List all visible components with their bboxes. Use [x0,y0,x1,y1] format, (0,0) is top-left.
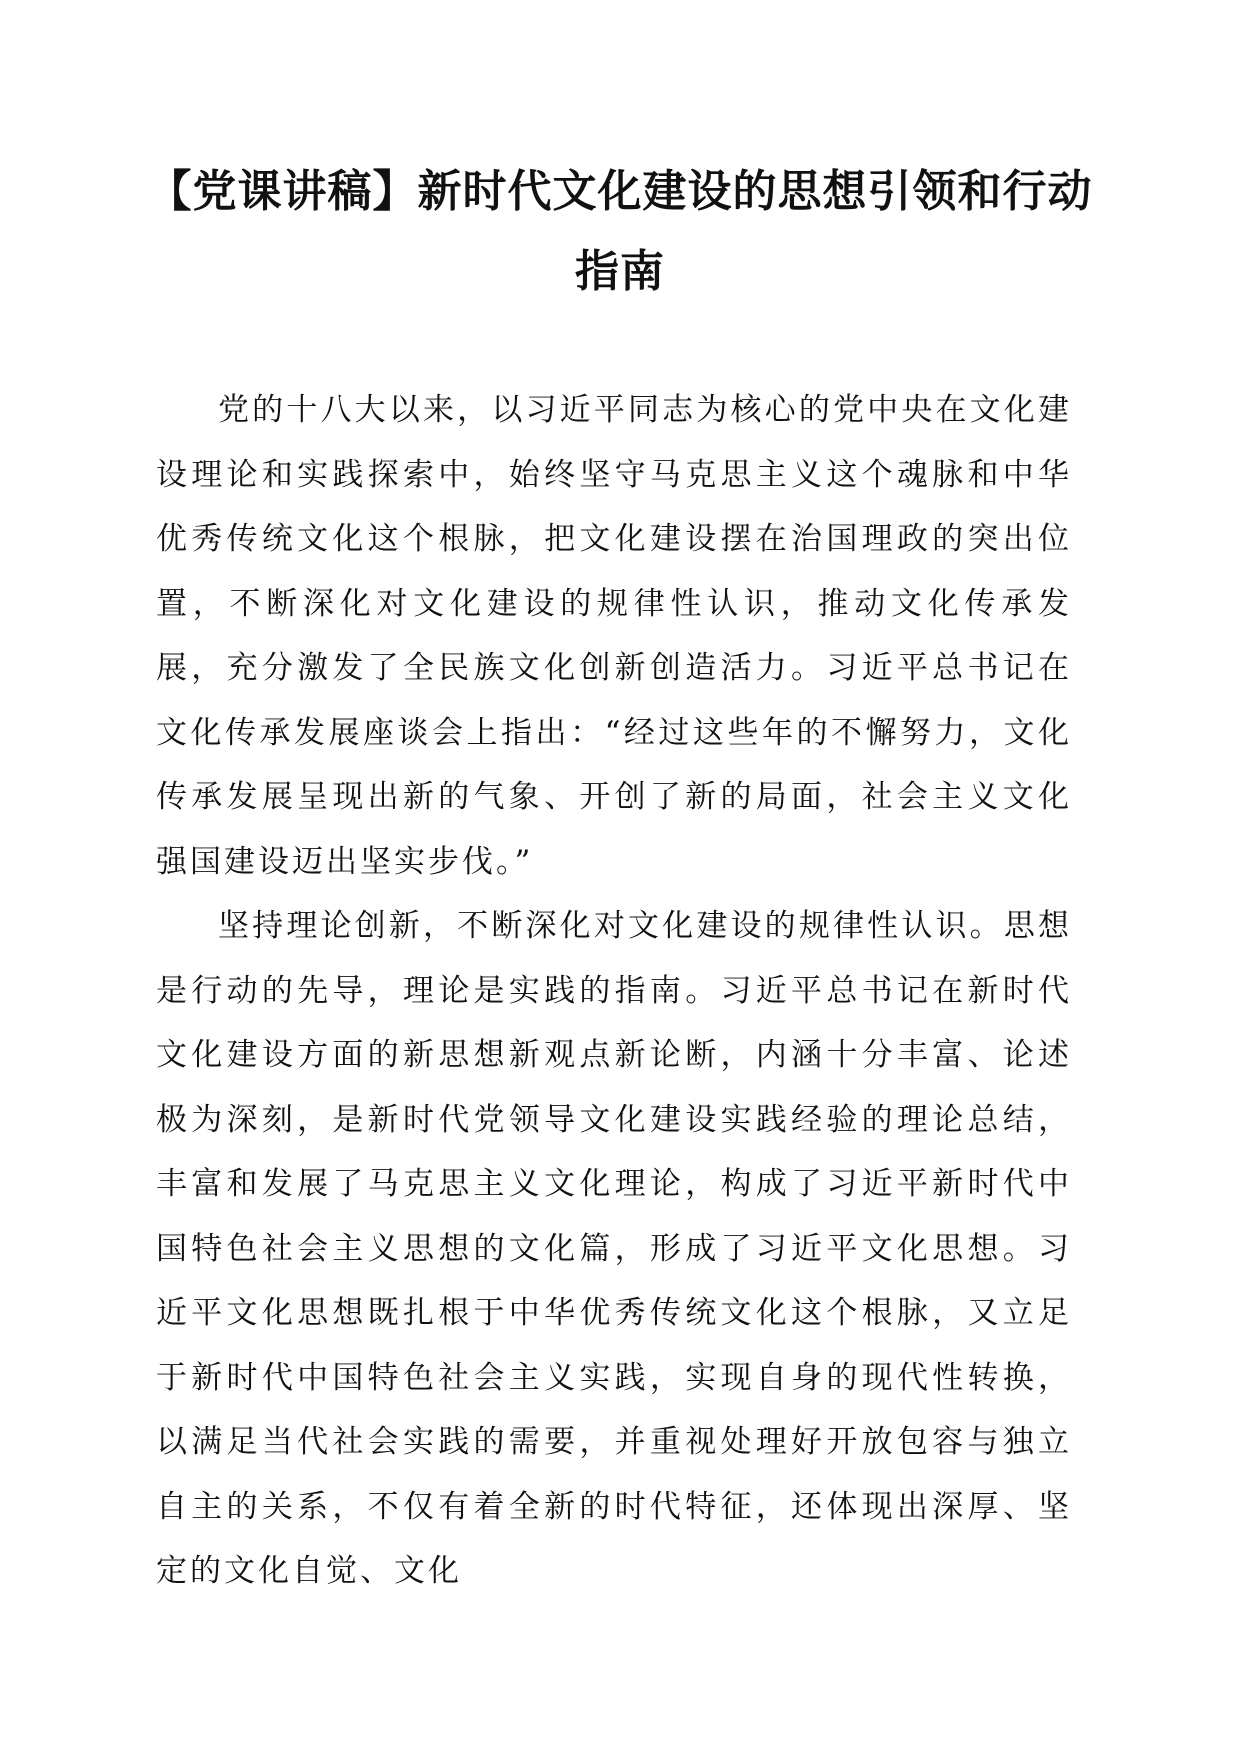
paragraph-intro: 党的十八大以来，以习近平同志为核心的党中央在文化建设理论和实践探索中，始终坚守马克思主义这个魂脉和中华优秀传统文化这个根脉，把文化建设摆在治国理政的突出位置，不断深化对文化建设的规律性认识，推动文化传承发展，充分激发了全民族文化创新创造活力。习近平总书记在文化传承发展座谈会上指出：“经过这些年的不懈努力，文化传承发展呈现出新的气象、开创了新的局面，社会主义文化强国建设迈出坚实步伐。” [156,392,1072,880]
document-body [156,378,1072,1604]
document-title: 【党课讲稿】新时代文化建设的思想引领和行动指南 [147,166,1093,297]
paragraph-theory-innovation: 坚持理论创新，不断深化对文化建设的规律性认识。思想是行动的先导，理论是实践的指南。习近平总书记在新时代文化建设方面的新思想新观点新论断，内涵十分丰富、论述极为深刻，是新时代党领导文化建设实践经验的理论总结，丰富和发展了马克思主义文化理论，构成了习近平新时代中国特色社会主义思想的文化篇，形成了习近平文化思想。习近平文化思想既扎根于中华优秀传统文化这个根脉，又立足于新时代中国特色社会主义实践，实现自身的现代性转换，以满足当代社会实践的需要，并重视处理好开放包容与独立自主的关系，不仅有着全新的时代特征，还体现出深厚、坚定的文化自觉、文化 [156,908,1072,1589]
